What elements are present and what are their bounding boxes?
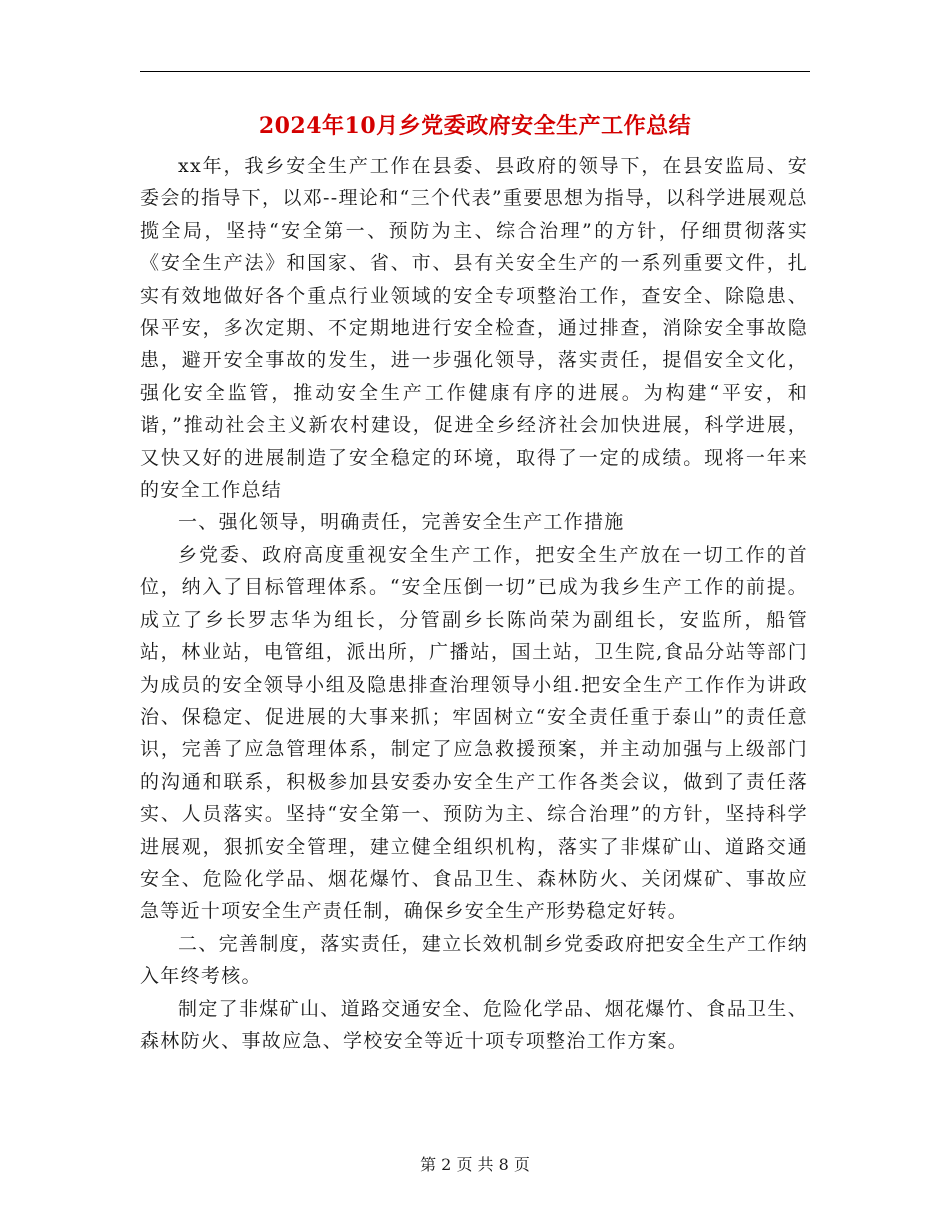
footer-total-pages: 8 [498, 1155, 509, 1174]
paragraph-intro: xx年，我乡安全生产工作在县委、县政府的领导下，在县安监局、安委会的指导下，以邓--理论和“三个代表”重要思想为指导，以科学进展观总揽全局，坚持“安全第一、预防为主、综合治理”的方针，仔细贯彻落实《安全生产法》和国家、省、市、县有关安全生产的一系列重要文件，扎实有效地做好各个重点行业领域的安全专项整治工作，查安全、除隐患、保平安，多次定期、不定期地进行安全检查，通过排查，消除安全事故隐患，避开安全事故的发生，进一步强化领导，落实责任，提倡安全文化，强化安全监管，推动安全生产工作健康有序的进展。为构建“平安，和谐，”推动社会主义新农村建设，促进全乡经济社会加快进展，科学进展，又快又好的进展制造了安全稳定的环境，取得了一定的成绩。现将一年来的安全工作总结 [140, 155, 808, 502]
paragraph-section-2: 制定了非煤矿山、道路交通安全、危险化学品、烟花爆竹、食品卫生、森林防火、事故应急、学校安全等近十项专项整治工作方案。 [140, 997, 808, 1052]
footer-middle: 页 共 [456, 1155, 494, 1174]
header-rule [140, 71, 810, 72]
footer-prefix: 第 [420, 1155, 437, 1174]
page-footer [140, 1154, 810, 1176]
section-heading-2: 二、完善制度，落实责任，建立长效机制乡党委政府把安全生产工作纳入年终考核。 [140, 932, 808, 988]
document-title: 2024年10月乡党委政府安全生产工作总结 [258, 113, 692, 139]
section-heading-1: 一、强化领导，明确责任，完善安全生产工作措施 [178, 511, 625, 534]
paragraph-section-1: 乡党委、政府高度重视安全生产工作，把安全生产放在一切工作的首位，纳入了目标管理体系。“安全压倒一切”已成为我乡生产工作的前提。成立了乡长罗志华为组长，分管副乡长陈尚荣为副组长，安监所，船管站，林业站，电管组，派出所，广播站，国土站，卫生院,食品分站等部门为成员的安全领导小组及隐患排查治理领导小组.把安全生产工作作为讲政治、保稳定、促进展的大事来抓；牢固树立“安全责任重于泰山”的责任意识，完善了应急管理体系，制定了应急救援预案，并主动加强与上级部门的沟通和联系，积极参加县安委办安全生产工作各类会议，做到了责任落实、人员落实。坚持“安全第一、预防为主、综合治理”的方针，坚持科学进展观，狠抓安全管理，建立健全组织机构，落实了非煤矿山、道路交通安全、危险化学品、烟花爆竹、食品卫生、森林防火、关闭煤矿、事故应急等近十项安全生产责任制，确保乡安全生产形势稳定好转。 [140, 543, 808, 923]
footer-suffix: 页 [513, 1155, 530, 1174]
document-body [140, 150, 808, 1057]
footer-page-number: 2 [441, 1155, 452, 1174]
